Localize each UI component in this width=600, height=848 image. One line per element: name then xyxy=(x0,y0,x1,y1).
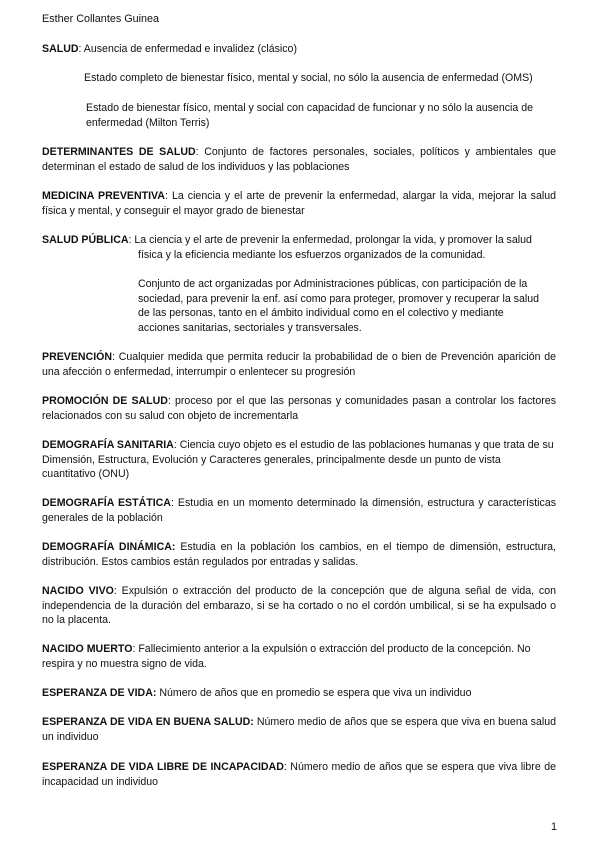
definition-text: : Ciencia cuyo objeto es el estudio de las poblaciones humanas y que trata de su Dimensión, Estructura, Evolución y Caracteres generales, principalmente desde un punto de vista cuantitativo (ONU) xyxy=(42,439,554,481)
definition-prevencion xyxy=(42,350,556,379)
definition-promocion-salud xyxy=(42,394,556,423)
author-name: Esther Collantes Guinea xyxy=(42,13,160,25)
definition-medicina-preventiva xyxy=(42,189,556,218)
definition-continuation: física y la eficiencia mediante los esfuerzos organizados de la comunidad. xyxy=(138,248,486,261)
term: SALUD xyxy=(42,43,79,55)
definition-text: : Fallecimiento anterior a la expulsión o extracción del producto de la concepción. No respira y no muestra signo de vida. xyxy=(42,643,531,670)
term: SALUD PÚBLICA xyxy=(42,234,129,246)
definition-salud-terris xyxy=(86,101,548,130)
definition-text: Estado completo de bienestar físico, mental y social, no sólo la ausencia de enfermedad (OMS) xyxy=(84,72,533,84)
term: DEMOGRAFÍA SANITARIA xyxy=(42,439,174,451)
definition-text: Estado de bienestar físico, mental y social con capacidad de funcionar y no sólo la ausencia de enfermedad (Milton Terris) xyxy=(86,102,533,129)
term: ESPERANZA DE VIDA EN BUENA SALUD: xyxy=(42,716,254,728)
term: MEDICINA PREVENTIVA xyxy=(42,190,165,202)
term: PREVENCIÓN xyxy=(42,351,113,363)
definition-text: : Ausencia de enfermedad e invalidez (clásico) xyxy=(78,43,297,55)
definition-text: Conjunto de act organizadas por Administraciones públicas, con participación de la sociedad, para prevenir la enf. así como para proteger, promover y recuperar la salud de las personas, tanto en el ámbito individual como en el colectivo y mediante acciones sanitarias, sectoriales y transversales. xyxy=(138,278,540,334)
definition-esperanza-vida-buena-salud xyxy=(42,715,556,744)
definition-text: : Número medio de años que se espera que viva libre de incapacidad un individuo xyxy=(42,761,556,788)
definition-demografia-dinamica xyxy=(42,540,556,569)
term: DEMOGRAFÍA DINÁMICA: xyxy=(42,541,176,553)
term: NACIDO MUERTO xyxy=(42,643,133,655)
definition-text: : Conjunto de factores personales, sociales, políticos y ambientales que determinan el estado de salud de los individuos y las poblaciones xyxy=(42,146,556,173)
term: NACIDO VIVO xyxy=(42,585,114,597)
definition-text: : proceso por el que las personas y comunidades pasan a controlar los factores relacionados con su salud con objeto de incrementarla xyxy=(42,395,556,422)
definition-salud xyxy=(42,42,556,57)
definition-salud-publica-2 xyxy=(138,277,548,335)
definition-text: Número de años que en promedio se espera que viva un individuo xyxy=(156,687,472,699)
term: ESPERANZA DE VIDA: xyxy=(42,687,157,699)
term: DEMOGRAFÍA ESTÁTICA xyxy=(42,497,171,509)
definition-text: : La ciencia y el arte de prevenir la enfermedad, alargar la vida, mejorar la salud física y mental, y conseguir el mayor grado de bienestar xyxy=(42,190,557,217)
definition-text: Número medio de años que se espera que viva en buena salud un individuo xyxy=(42,716,556,743)
definition-nacido-muerto xyxy=(42,642,556,671)
definition-text: : Estudia en un momento determinado la dimensión, estructura y características generales de la población xyxy=(42,497,557,524)
definition-demografia-estatica xyxy=(42,496,556,525)
definition-esperanza-vida-libre-incapacidad xyxy=(42,760,556,789)
definition-nacido-vivo xyxy=(42,584,556,628)
definition-text: : Expulsión o extracción del producto de la concepción que de alguna señal de vida, con independencia de la duración del embarazo, si se ha cortado o no el cordón umbilical, si se ha expulsado o no la placenta. xyxy=(42,585,556,627)
definition-esperanza-vida xyxy=(42,686,556,701)
term: PROMOCIÓN DE SALUD xyxy=(42,395,168,407)
definition-salud-publica xyxy=(42,233,556,262)
term: ESPERANZA DE VIDA LIBRE DE INCAPACIDAD xyxy=(42,761,284,773)
definition-demografia-sanitaria xyxy=(42,438,556,482)
definition-determinantes xyxy=(42,145,556,174)
definition-salud-oms xyxy=(84,71,556,86)
term: DETERMINANTES DE SALUD xyxy=(42,146,196,158)
definition-text: : Cualquier medida que permita reducir la probabilidad de o bien de Prevención aparición de una afección o enfermedad, interrumpir o enlentecer su progresión xyxy=(42,351,556,378)
definition-text: : La ciencia y el arte de prevenir la enfermedad, prolongar la vida, y promover la salud xyxy=(128,234,532,246)
definition-text: Estudia en la población los cambios, en el tiempo de dimensión, estructura, distribución. Estos cambios están regulados por entradas y salidas. xyxy=(42,541,556,568)
page-number: 1 xyxy=(551,821,558,833)
